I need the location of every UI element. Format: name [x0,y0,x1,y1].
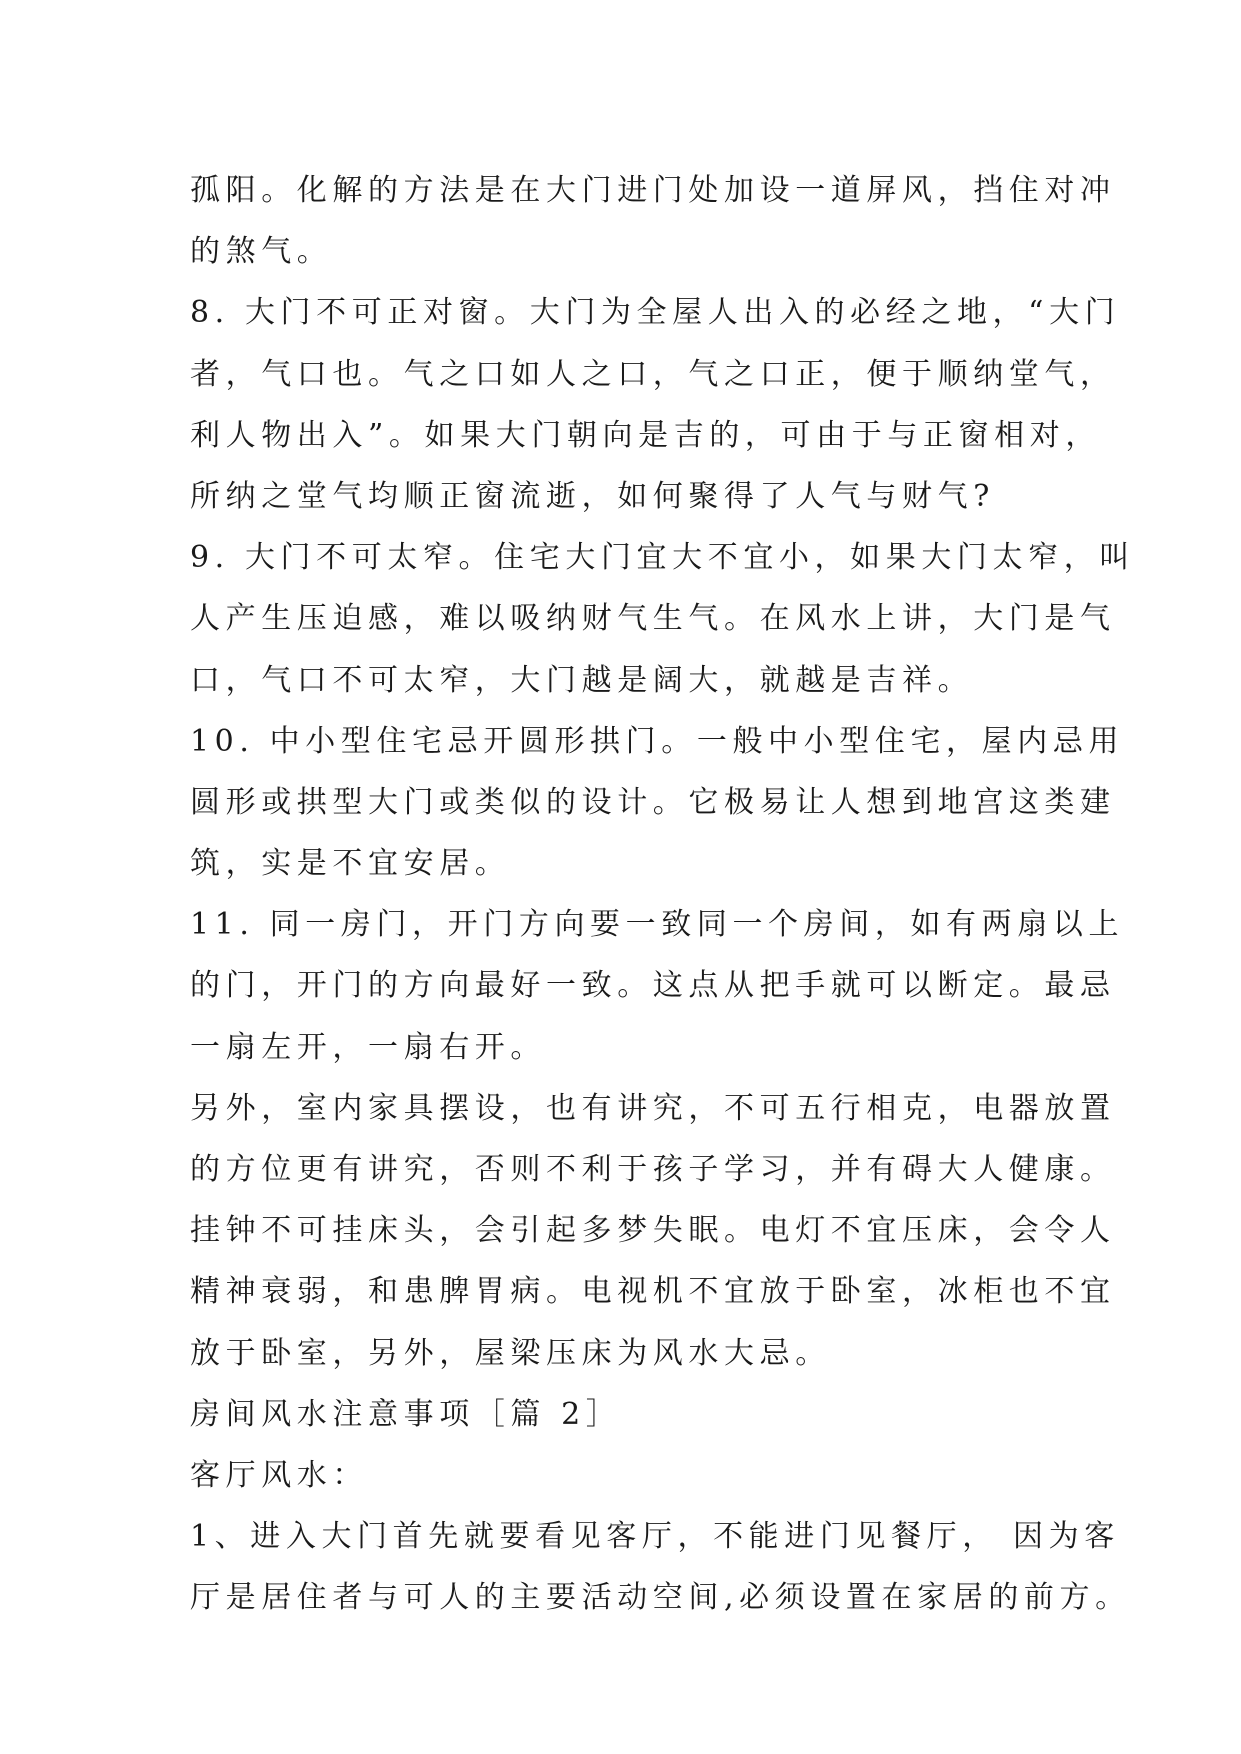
text-line: 放于卧室，另外，屋梁压床为风水大忌。 [190,1335,831,1371]
document-body [190,160,1135,1629]
text-line: 的方位更有讲究，否则不利于孩子学习，并有碍大人健康。 [190,1152,1116,1187]
text-line: 一扇左开，一扇右开。 [190,1029,546,1065]
text-line: 孤阳。化解的方法是在大门进门处加设一道屏风，挡住对冲 [190,173,1116,208]
text-line: 1、进入大门首先就要看见客厅，不能进门见餐厅， 因为客 [190,1519,1120,1555]
text-line: 挂钟不可挂床头，会引起多梦失眠。电灯不宜压床，会令人 [190,1213,1116,1249]
text-line: 人产生压迫感，难以吸纳财气生气。在风水上讲，大门是气 [190,601,1116,637]
text-line: 利人物出入”。如果大门朝向是吉的，可由于与正窗相对， [190,417,1101,453]
text-line: 所纳之堂气均顺正窗流逝，如何聚得了人气与财气? [190,478,995,514]
subsection-heading: 客厅风水： [190,1457,368,1493]
section-heading: 房间风水注意事项［篇 2］ [190,1396,622,1432]
text-line: 8. 大门不可正对窗。大门为全屋人出入的必经之地，“大门 [190,295,1121,331]
text-line: 口，气口不可太窄，大门越是阔大，就越是吉祥。 [190,662,974,698]
text-line: 精神衰弱，和患脾胃病。电视机不宜放于卧室，冰柜也不宜 [190,1274,1116,1310]
text-line: 11. 同一房门，开门方向要一致同一个房间，如有两扇以上 [190,907,1125,943]
text-line: 圆形或拱型大门或类似的设计。它极易让人想到地宫这类建 [190,784,1116,820]
text-line: 另外，室内家具摆设，也有讲究，不可五行相克，电器放置 [190,1090,1116,1126]
text-line: 的煞气。 [190,234,333,270]
text-line: 者，气口也。气之口如人之口，气之口正，便于顺纳堂气， [190,356,1116,392]
text-line: 10. 中小型住宅忌开圆形拱门。一般中小型住宅，屋内忌用 [190,723,1125,759]
text-line: 9. 大门不可太窄。住宅大门宜大不宜小，如果大门太窄，叫 [190,540,1135,576]
text-line: 的门，开门的方向最好一致。这点从把手就可以断定。最忌 [190,968,1116,1004]
text-line: 筑，实是不宜安居。 [190,846,511,882]
text-line: 厅是居住者与可人的主要活动空间,必须设置在家居的前方。 [190,1580,1131,1616]
